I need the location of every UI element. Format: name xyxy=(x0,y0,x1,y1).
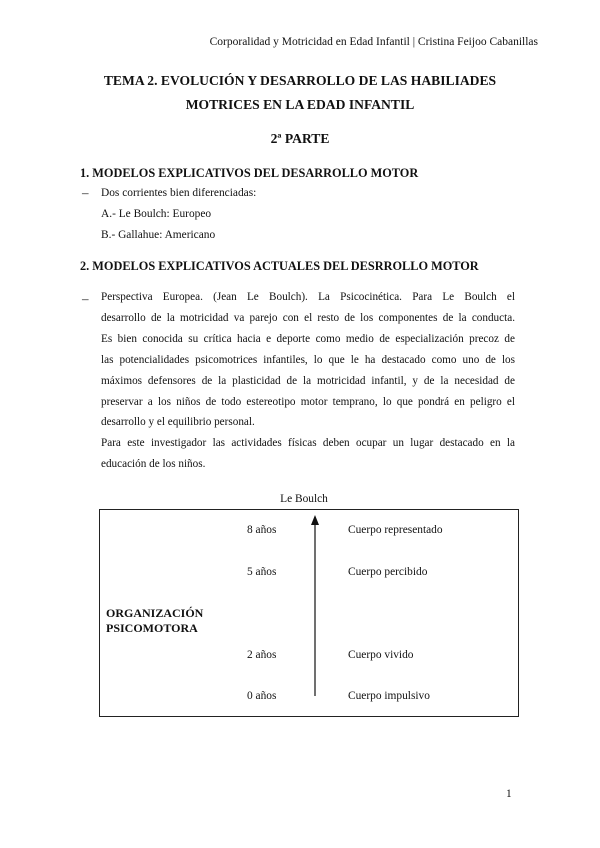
stage-age: 2 años xyxy=(247,649,277,661)
running-header: Corporalidad y Motricidad en Edad Infantil | Cristina Feijoo Cabanillas xyxy=(209,36,538,48)
stage-label: Cuerpo vivido xyxy=(348,649,414,661)
section-1-item-b: B.- Gallahue: Americano xyxy=(101,229,216,241)
paragraph-line: máximos defensores de la plasticidad de la motricidad infantil, y de la necesidad de xyxy=(101,374,515,387)
paragraph-line: educación de los niños. xyxy=(101,457,206,470)
stage-label: Cuerpo percibido xyxy=(348,566,428,578)
section-2-paragraph-1 xyxy=(101,287,515,433)
section-2-paragraph-2 xyxy=(101,433,515,475)
page-number: 1 xyxy=(506,788,512,800)
stage-label: Cuerpo impulsivo xyxy=(348,690,430,702)
section-2-heading: 2. MODELOS EXPLICATIVOS ACTUALES DEL DESRROLLO MOTOR xyxy=(80,259,479,273)
bullet-dash: – xyxy=(82,185,89,200)
paragraph-line: desarrollo de la motricidad va parejo con el resto de los componentes de la conducta. xyxy=(101,311,515,324)
stage-age: 5 años xyxy=(247,566,277,578)
section-1-item-a: A.- Le Boulch: Europeo xyxy=(101,208,212,220)
stage-age: 8 años xyxy=(247,524,277,536)
stage-label: Cuerpo representado xyxy=(348,524,443,536)
diagram-side-label xyxy=(106,606,203,636)
paragraph-line: preservar a los niños de todo estereotipo motor temprano, lo que pondrá en peligro el xyxy=(101,395,515,408)
side-label-line: PSICOMOTORA xyxy=(106,621,198,635)
diagram-title: Le Boulch xyxy=(280,493,328,505)
paragraph-line: Para este investigador las actividades físicas deben ocupar un lugar destacado en la xyxy=(101,437,515,449)
up-arrow-icon xyxy=(308,515,322,697)
paragraph-line: Es bien conocida su crítica hacia e deporte como medio de especialización precoz de xyxy=(101,332,515,345)
side-label-line: ORGANIZACIÓN xyxy=(106,606,204,620)
document-title-line-2: MOTRICES EN LA EDAD INFANTIL xyxy=(185,97,415,112)
stage-age: 0 años xyxy=(247,690,277,702)
paragraph-line: las potencialidades psicomotrices infantiles, lo que le ha destacado como uno de los xyxy=(101,353,515,366)
document-part-label: 2ª PARTE xyxy=(270,131,330,146)
paragraph-line: desarrollo y el equilibrio personal. xyxy=(101,416,255,429)
section-1-intro: Dos corrientes bien diferenciadas: xyxy=(101,187,257,199)
paragraph-line: Perspectiva Europea. (Jean Le Boulch). La Psicocinética. Para Le Boulch el xyxy=(101,291,515,303)
document-title-line-1: TEMA 2. EVOLUCIÓN Y DESARROLLO DE LAS HABILIADES xyxy=(103,73,497,88)
section-1-heading: 1. MODELOS EXPLICATIVOS DEL DESARROLLO MOTOR xyxy=(80,166,419,180)
bullet-dash: – xyxy=(82,291,89,306)
